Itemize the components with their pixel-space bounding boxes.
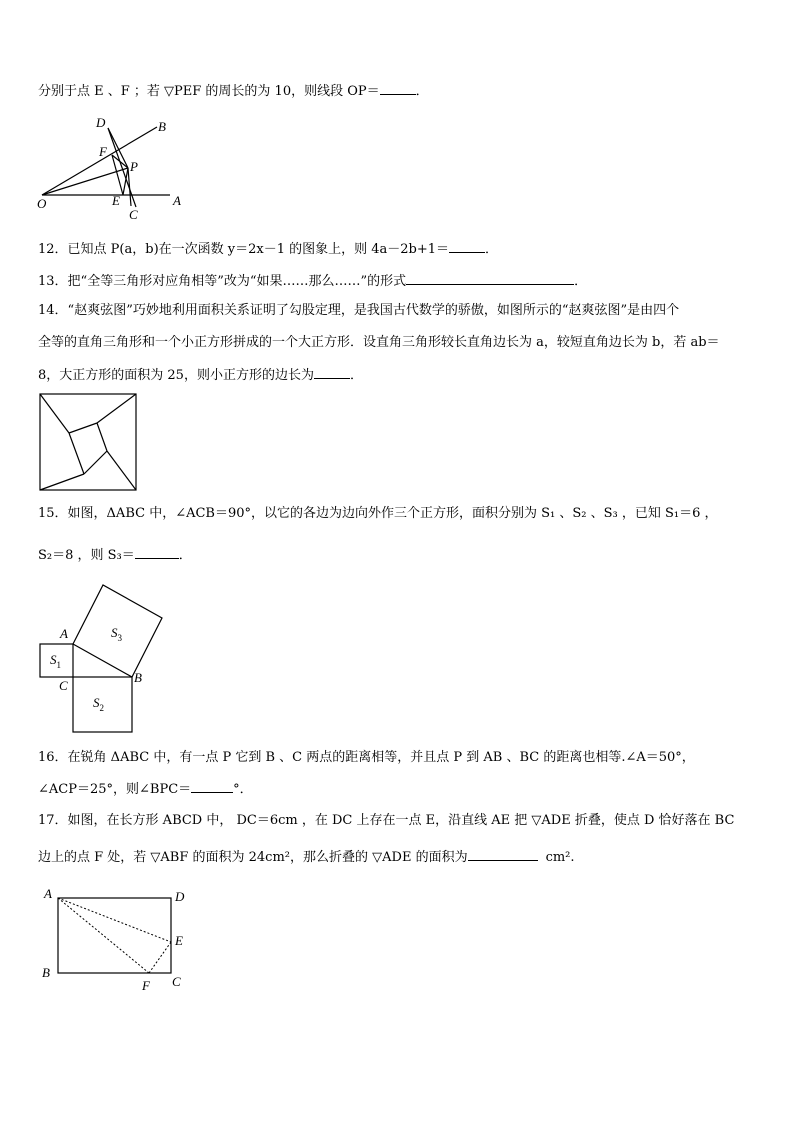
q11-label-C: C <box>129 207 138 222</box>
q17-line1: 17．如图，在长方形 ABCD 中， DC＝6cm ，在 DC 上存在一点 E，沿直线 AE 把 ▽ADE 折叠，使点 D 恰好落在 BC <box>38 813 735 828</box>
q15-label-B: B <box>134 670 142 685</box>
q15-label-S2: $S_2$ <box>93 695 104 713</box>
q13-text: 13．把“全等三角形对应角相等”改为“如果……那么……”的形式 ． <box>38 274 588 289</box>
q12-text: 12．已知点 P(a，b)在一次函数 y＝2x－1 的图象上，则 4a－2b+1＝ ． <box>38 242 499 257</box>
q15-label-C: C <box>59 678 68 693</box>
q17-label-D: D <box>175 889 185 904</box>
q15-line1: 15．如图，ΔABC 中，∠ACB＝90°，以它的各边为边向外作三个正方形，面积分别为 S₁ 、S₂ 、S₃ ，已知 S₁＝6 ， <box>38 506 718 521</box>
q11-text: 分别于点 E 、F ；若 ▽PEF 的周长的为 10，则线段 OP＝ ． <box>38 84 429 99</box>
q15-line2: S₂＝8 ，则 S₃＝ ． <box>38 548 192 563</box>
q15-label-S3: $S_3$ <box>111 625 122 643</box>
q17-label-F: F <box>142 978 150 993</box>
q17-label-E: E <box>175 933 183 948</box>
q11-label-F: F <box>99 144 107 159</box>
q14-line1: 14．“赵爽弦图”巧妙地利用面积关系证明了勾股定理，是我国古代数学的骄傲，如图所示的“赵爽弦图”是由四个 <box>38 303 680 318</box>
q16-line1: 16．在锐角 ΔABC 中，有一点 P 它到 B 、C 两点的距离相等，并且点 P 到 AB 、BC 的距离也相等.∠A＝50°， <box>38 750 695 765</box>
q17-label-C: C <box>172 974 181 989</box>
q14-line2: 全等的直角三角形和一个小正方形拼成的一个大正方形．设直角三角形较长直角边长为 a，较短直角边长为 b，若 ab＝ <box>38 335 720 350</box>
q11-label-D: D <box>96 115 106 130</box>
q11-label-P: P <box>130 159 138 174</box>
q11-label-O: O <box>37 196 47 211</box>
q11-label-B: B <box>158 119 166 134</box>
q17-label-B: B <box>42 965 50 980</box>
q15-label-A: A <box>60 626 68 641</box>
q14-line3: 8，大正方形的面积为 25，则小正方形的边长为 ． <box>38 368 363 383</box>
q17-label-A: A <box>44 886 52 901</box>
q17-line2: 边上的点 F 处，若 ▽ABF 的面积为 24cm²，那么折叠的 ▽ADE 的面积为 cm². <box>38 850 575 865</box>
q16-line2: ∠ACP＝25°，则∠BPC＝ °． <box>38 782 253 797</box>
q11-label-E: E <box>112 193 120 208</box>
q11-label-A: A <box>173 193 181 208</box>
q15-label-S1: $S_1$ <box>50 652 61 670</box>
